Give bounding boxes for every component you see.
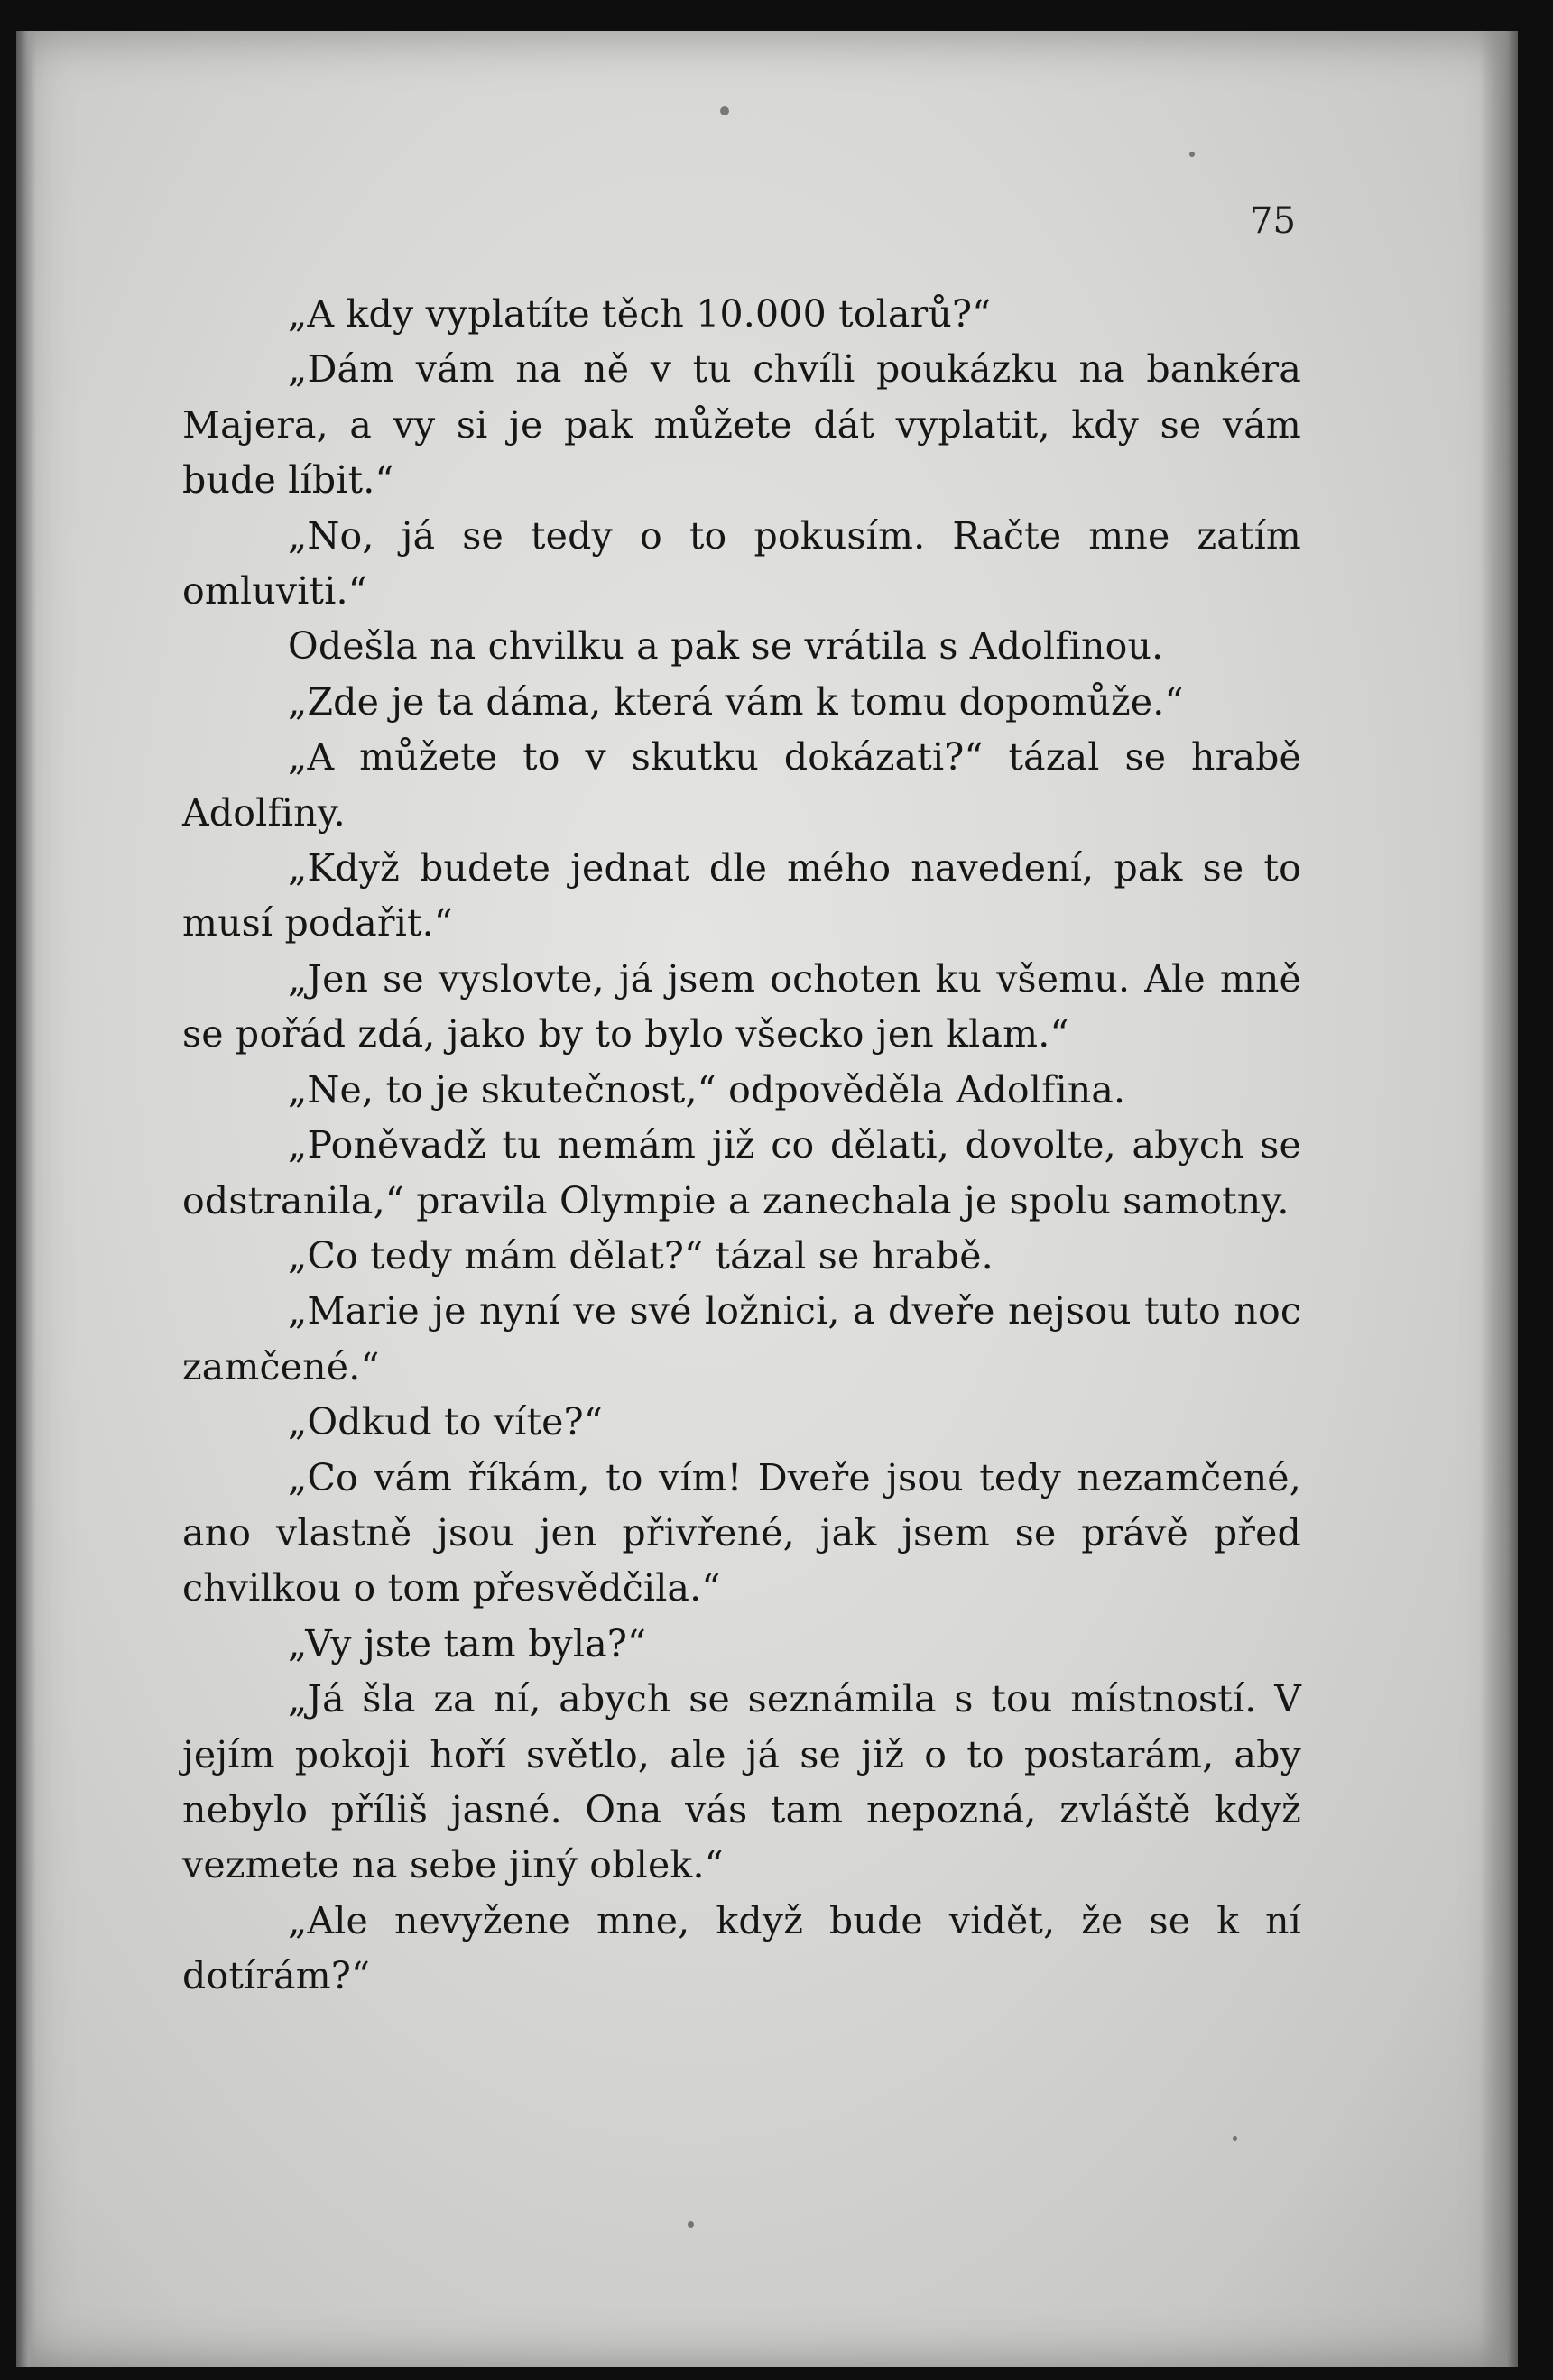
paragraph: „Já šla za ní, abych se seznámila s tou místností. V jejím pokoji hoří světlo, ale já se již o to postarám, aby nebylo příliš jasné. Ona vás tam nepozná, zvláště když vezmete na sebe jiný oblek.“ (182, 1677, 1301, 1887)
page-left-edge (16, 31, 36, 2367)
paper-speck (1233, 2136, 1237, 2141)
paragraph: „Ale nevyžene mne, když bude vidět, že se k ní dotírám?“ (182, 1898, 1301, 1998)
paragraph: „Odkud to víte?“ (288, 1400, 603, 1444)
paragraph: „Marie je nyní ve své ložnici, a dveře nejsou tuto noc zamčené.“ (182, 1289, 1301, 1388)
paper-speck (720, 106, 729, 115)
paragraph: „Co vám říkám, to vím! Dveře jsou tedy nezamčené, ano vlastně jsou jen přivřené, jak jsem se právě před chvilkou o tom přesvědčila.“ (182, 1455, 1301, 1610)
paragraph: Odešla na chvilku a pak se vrátila s Adolfinou. (288, 624, 1164, 669)
paragraph: „Ne, to je skutečnost,“ odpověděla Adolfina. (288, 1067, 1126, 1112)
paper-speck (688, 2221, 694, 2228)
paragraph: „Dám vám na ně v tu chvíli poukázku na bankéra Majera, a vy si je pak můžete dát vyplatit, kdy se vám bude líbit.“ (182, 347, 1301, 503)
paragraph: „Co tedy mám dělat?“ tázal se hrabě. (288, 1233, 994, 1278)
paragraph: „Poněvadž tu nemám již co dělati, dovolte, abych se odstranila,“ pravila Olympie a zanechala je spolu samotny. (182, 1123, 1301, 1222)
paragraph: „Když budete jednat dle mého navedení, pak se to musí podařit.“ (182, 846, 1301, 946)
paragraph: „Vy jste tam byla?“ (288, 1621, 647, 1665)
paragraph: „No, já se tedy o to pokusím. Račte mne zatím omluviti.“ (182, 513, 1301, 613)
body-text (182, 287, 1301, 2005)
page-number: 75 (1250, 200, 1296, 242)
paper-speck (1189, 152, 1195, 157)
paragraph: „A kdy vyplatíte těch 10.000 tolarů?“ (288, 292, 992, 336)
page-right-edge (1480, 31, 1518, 2367)
paragraph: „Jen se vyslovte, já jsem ochoten ku všemu. Ale mně se pořád zdá, jako by to bylo všecko jen klam.“ (182, 956, 1301, 1056)
paragraph: „Zde je ta dáma, která vám k tomu dopomůže.“ (288, 679, 1184, 724)
paragraph: „A můžete to v skutku dokázati?“ tázal se hrabě Adolfiny. (182, 735, 1301, 835)
